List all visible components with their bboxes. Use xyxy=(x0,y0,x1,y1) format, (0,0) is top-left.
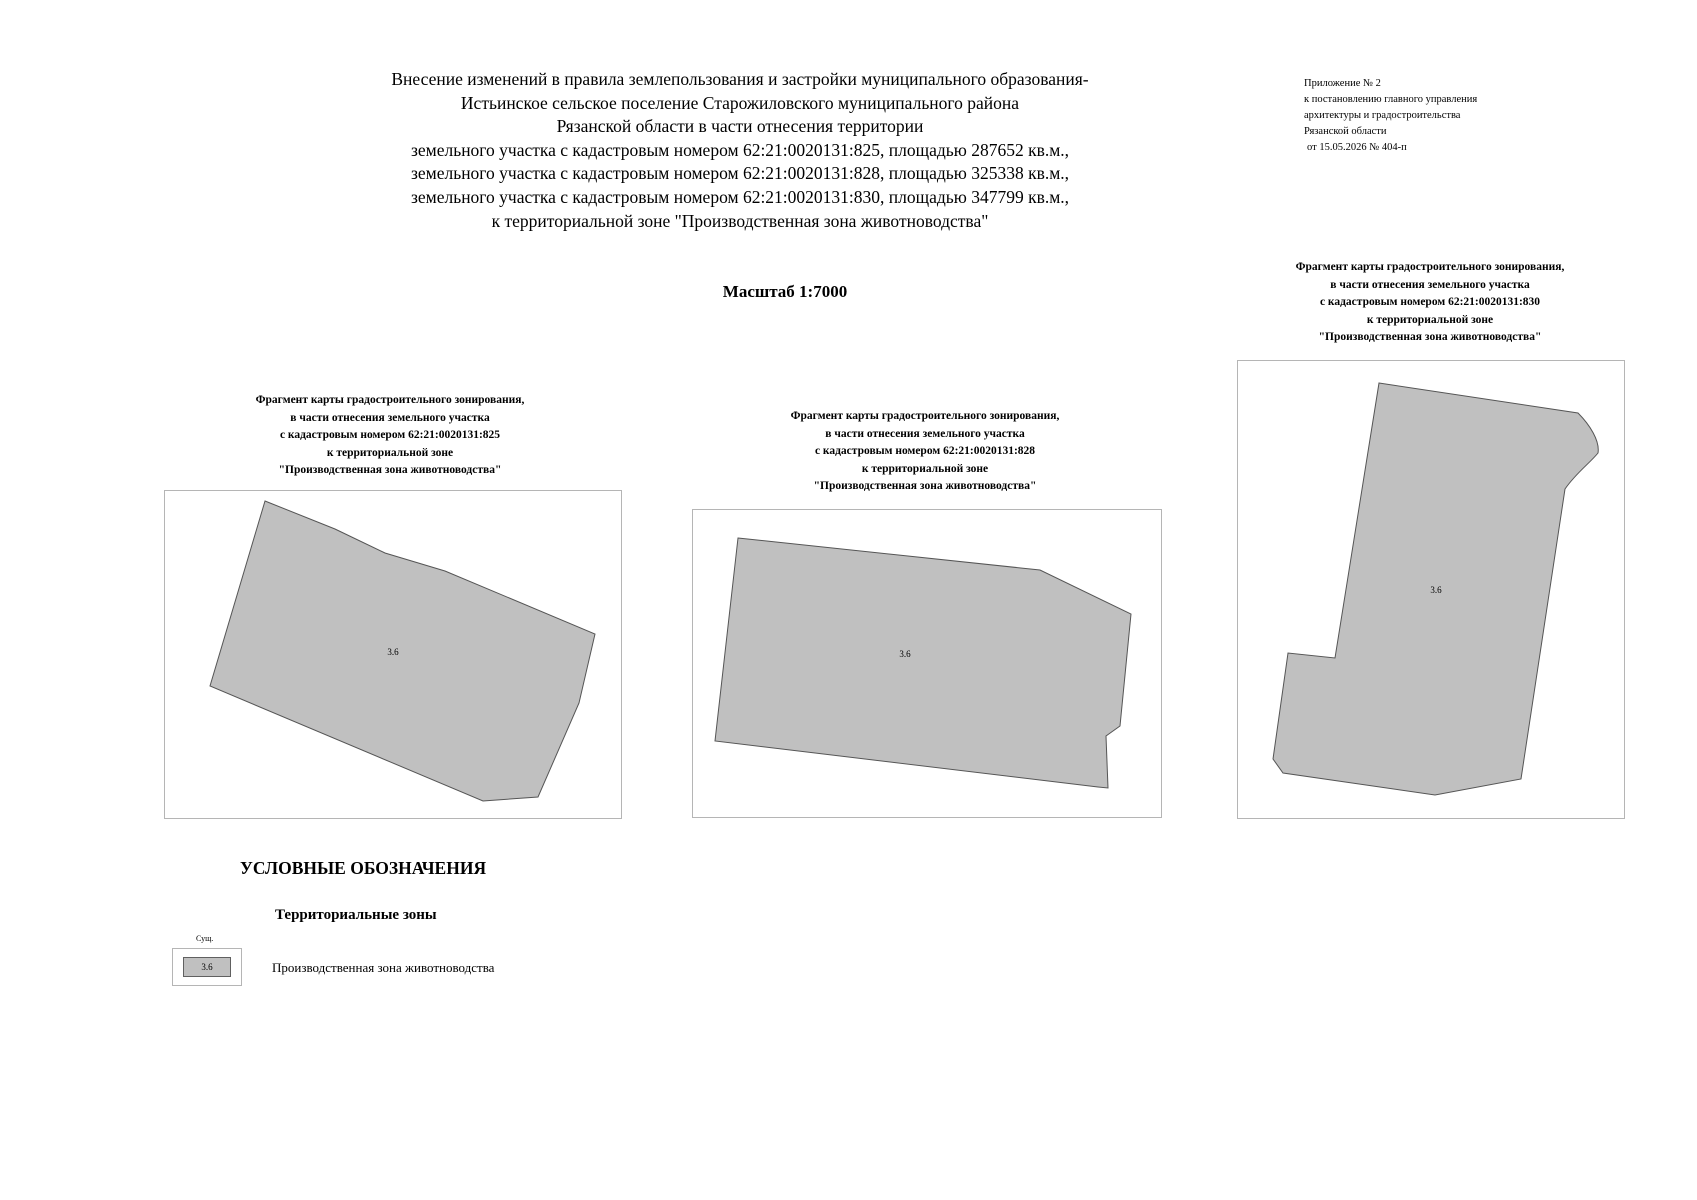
document-title xyxy=(360,68,1120,233)
map-fragment-825 xyxy=(164,490,622,819)
appendix-note xyxy=(1304,76,1604,156)
zone-code-label: 3.6 xyxy=(1430,585,1442,595)
map-fragment-828 xyxy=(692,509,1162,818)
map-fragment-830 xyxy=(1237,360,1625,819)
appendix-line: Приложение № 2 xyxy=(1304,78,1381,89)
appendix-line: архитектуры и градостроительства xyxy=(1304,110,1461,121)
zone-code-label: 3.6 xyxy=(387,647,399,657)
legend-item-description: Производственная зона животноводства xyxy=(272,960,495,975)
appendix-date: от 15.05.2026 № 404-п xyxy=(1307,142,1407,153)
parcel-map-825 xyxy=(165,491,623,820)
appendix-line: Рязанской области xyxy=(1304,126,1387,137)
caption-line: с кадастровым номером 62:21:0020131:828 xyxy=(814,445,1036,458)
title-line: земельного участка с кадастровым номером 62:21:0020131:830, площадью 347799 кв.м., xyxy=(410,186,1070,207)
parcel-map-830 xyxy=(1238,361,1626,820)
caption-line: Фрагмент карты градостроительного зонирования, xyxy=(1295,261,1565,273)
map-scale: Масштаб 1:7000 xyxy=(722,282,848,301)
fragment-caption-830 xyxy=(1230,259,1630,347)
title-line: земельного участка с кадастровым номером 62:21:0020131:828, площадью 325338 кв.м., xyxy=(410,163,1070,184)
caption-line: "Производственная зона животноводства" xyxy=(1318,331,1542,344)
parcel-zone-828 xyxy=(715,538,1131,788)
caption-line: с кадастровым номером 62:21:0020131:830 xyxy=(1319,296,1541,309)
fragment-caption-825 xyxy=(190,392,590,480)
title-line: Внесение изменений в правила землепользования и застройки муниципального образования- xyxy=(391,69,1089,89)
legend-item-box xyxy=(172,948,242,986)
zone-code-label: 3.6 xyxy=(899,649,911,659)
parcel-map-828 xyxy=(693,510,1163,819)
caption-line: в части отнесения земельного участка xyxy=(825,427,1025,440)
caption-line: с кадастровым номером 62:21:0020131:825 xyxy=(279,429,501,442)
legend-column-label: Сущ. xyxy=(196,934,214,943)
appendix-line: к постановлению главного управления xyxy=(1304,94,1478,105)
legend-swatch: 3.6 xyxy=(183,957,231,977)
title-line: к территориальной зоне "Производственная зона животноводства" xyxy=(491,210,989,231)
fragment-caption-828 xyxy=(725,408,1125,496)
title-line: Рязанской области в части отнесения территории xyxy=(556,116,924,137)
caption-line: Фрагмент карты градостроительного зонирования, xyxy=(255,394,525,406)
parcel-zone-825 xyxy=(210,501,595,801)
caption-line: "Производственная зона животноводства" xyxy=(813,480,1037,493)
legend-subtitle: Территориальные зоны xyxy=(275,907,437,923)
title-line: Истьинское сельское поселение Старожиловского муниципального района xyxy=(460,92,1020,113)
caption-line: в части отнесения земельного участка xyxy=(1330,278,1530,291)
caption-line: Фрагмент карты градостроительного зонирования, xyxy=(790,410,1060,422)
caption-line: в части отнесения земельного участка xyxy=(290,411,490,424)
caption-line: к территориальной зоне xyxy=(326,446,454,459)
caption-line: к территориальной зоне xyxy=(861,462,989,475)
title-line: земельного участка с кадастровым номером 62:21:0020131:825, площадью 287652 кв.м., xyxy=(410,139,1070,160)
caption-line: "Производственная зона животноводства" xyxy=(278,464,502,477)
caption-line: к территориальной зоне xyxy=(1366,313,1494,326)
legend-title: УСЛОВНЫЕ ОБОЗНАЧЕНИЯ xyxy=(240,858,487,878)
